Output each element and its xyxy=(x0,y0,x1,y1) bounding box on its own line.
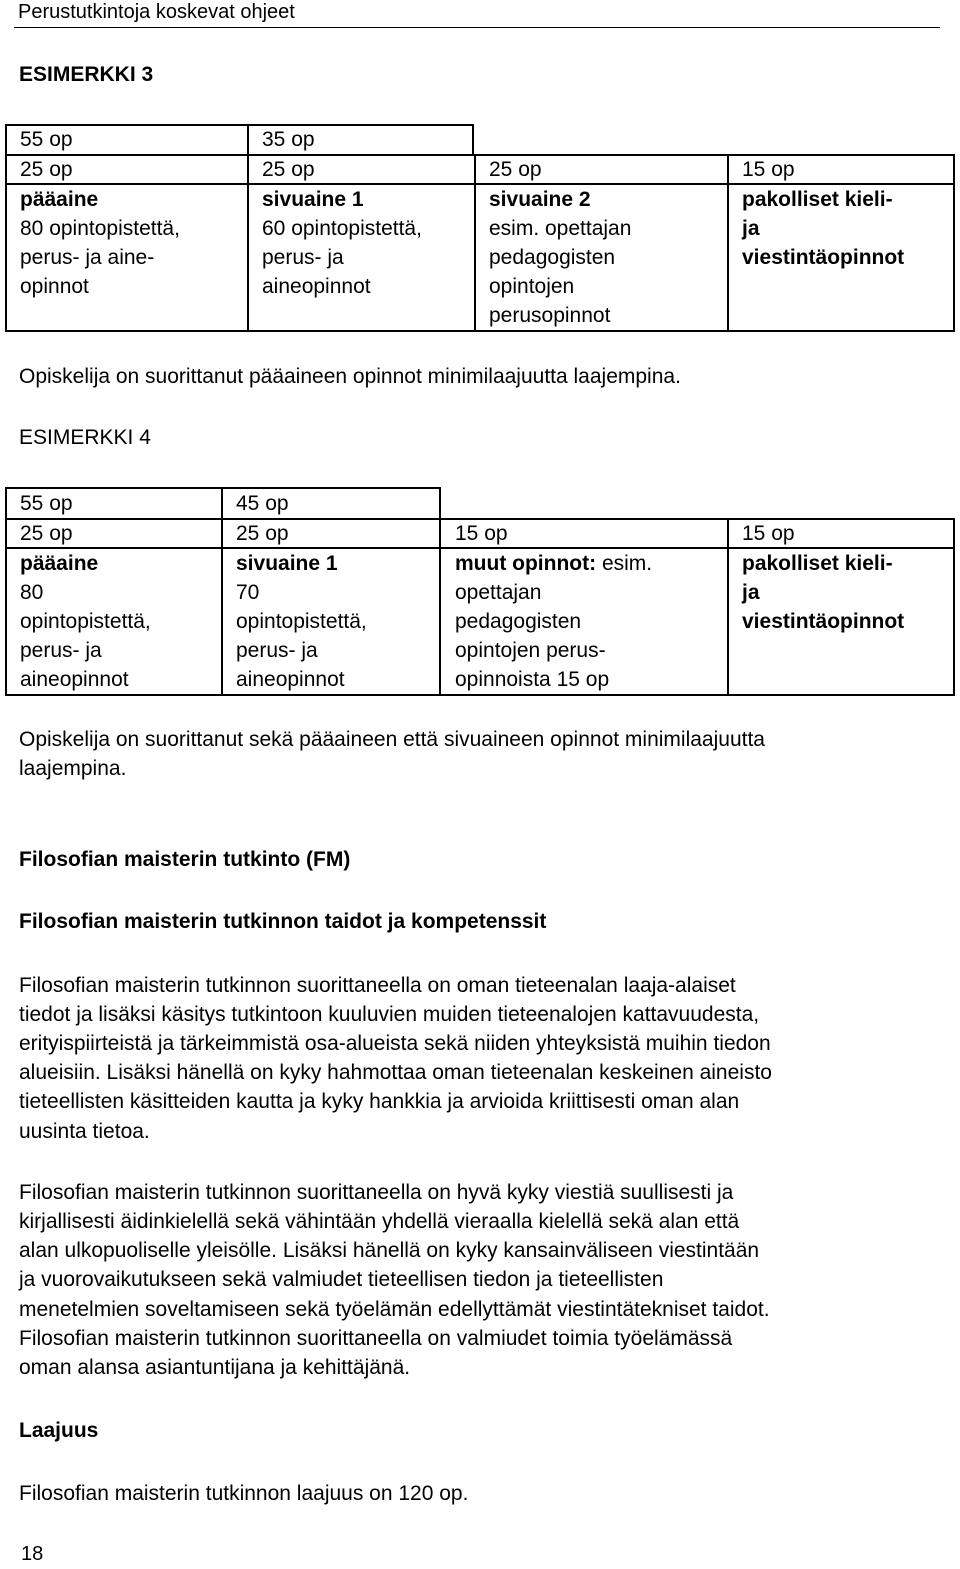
column-title: sivuaine 2 xyxy=(489,188,591,211)
paragraph-line: kirjallisesti äidinkielellä sekä vähintään yhdellä vieraalla kielellä sekä alan että xyxy=(19,1210,740,1233)
running-header: Perustutkintoja koskevat ohjeet xyxy=(18,1,295,23)
credit-value: 15 op xyxy=(742,158,795,181)
cell-line: aineopinnot xyxy=(236,668,345,691)
paragraph-line: ja vuorovaikutukseen sekä valmiudet tieteellisen tiedon ja tieteellisten xyxy=(19,1268,664,1291)
column-title: sivuaine 1 xyxy=(262,188,364,211)
credit-value: 25 op xyxy=(20,522,73,545)
column-title: pääaine xyxy=(20,188,99,211)
cell-line: opintojen xyxy=(489,275,575,298)
cell-line: pedagogisten xyxy=(489,246,616,269)
cell-line: aineopinnot xyxy=(20,668,129,691)
credit-value: 15 op xyxy=(455,522,508,545)
paragraph-line: oman alansa asiantuntijana ja kehittäjänä. xyxy=(19,1356,411,1379)
example4-note-line: laajempina. xyxy=(19,757,127,780)
page-number: 18 xyxy=(21,1543,44,1565)
cell-line: perus- ja aine- xyxy=(20,246,155,269)
column-title: pakolliset kieli- xyxy=(742,552,893,575)
credit-value: 25 op xyxy=(262,158,315,181)
cell-line: 80 xyxy=(20,581,44,604)
example4-heading: ESIMERKKI 4 xyxy=(19,426,151,449)
cell-line: opintojen perus- xyxy=(455,639,606,662)
cell-line: 60 opintopistettä, xyxy=(262,217,422,240)
column-title: pakolliset kieli- xyxy=(742,188,893,211)
cell-line: opinnoista 15 op xyxy=(455,668,610,691)
cell-line: aineopinnot xyxy=(262,275,371,298)
cell-line: 70 xyxy=(236,581,260,604)
credit-total: 35 op xyxy=(262,128,315,151)
cell-line: pedagogisten xyxy=(455,610,582,633)
column-title: ja xyxy=(742,581,760,604)
column-title: ja xyxy=(742,217,760,240)
paragraph-line: alueisiin. Lisäksi hänellä on kyky hahmottaa oman tieteenalan keskeinen aineisto xyxy=(19,1061,772,1084)
paragraph-line: alan ulkopuoliselle yleisölle. Lisäksi hänellä on kyky kansainväliseen viestintään xyxy=(19,1239,760,1262)
paragraph-line: tiedot ja lisäksi käsitys tutkintoon kuuluvien muiden tieteenalojen kattavuudesta, xyxy=(19,1003,760,1026)
cell-line: opintopistettä, xyxy=(20,610,151,633)
column-title: muut opinnot: xyxy=(455,552,597,575)
credit-total: 55 op xyxy=(20,492,73,515)
section-title: Filosofian maisterin tutkinto (FM) xyxy=(19,848,351,871)
credit-total: 55 op xyxy=(20,128,73,151)
example3-heading: ESIMERKKI 3 xyxy=(19,63,154,86)
header-divider xyxy=(14,27,940,28)
paragraph-line: erityispiirteistä ja tärkeimmistä osa-alueista sekä niiden yhteyksistä muihin tiedon xyxy=(19,1032,771,1055)
column-title: viestintäopinnot xyxy=(742,246,905,269)
column-title: viestintäopinnot xyxy=(742,610,905,633)
paragraph-line: menetelmien soveltamiseen sekä työelämän edellyttämät viestintätekniset taidot. xyxy=(19,1298,770,1321)
column-title: pääaine xyxy=(20,552,99,575)
example4-note-line: Opiskelija on suorittanut sekä pääaineen että sivuaineen opinnot minimilaajuutta xyxy=(19,728,765,751)
credit-value: 25 op xyxy=(489,158,542,181)
column-title: sivuaine 1 xyxy=(236,552,338,575)
column-title-rest: esim. xyxy=(596,552,653,575)
column-title-line xyxy=(455,549,652,578)
scope-title: Laajuus xyxy=(19,1419,99,1442)
section-subtitle: Filosofian maisterin tutkinnon taidot ja kompetenssit xyxy=(19,910,547,933)
cell-line: opintopistettä, xyxy=(236,610,367,633)
cell-line: perus- ja xyxy=(20,639,102,662)
paragraph-line: Filosofian maisterin tutkinnon suorittaneella on oman tieteenalan laaja-alaiset xyxy=(19,974,736,997)
cell-line: perusopinnot xyxy=(489,304,611,327)
paragraph-line: uusinta tietoa. xyxy=(19,1120,150,1143)
paragraph-line: Filosofian maisterin tutkinnon suorittaneella on valmiudet toimia työelämässä xyxy=(19,1327,733,1350)
cell-line: opettajan xyxy=(455,581,542,604)
scope-text: Filosofian maisterin tutkinnon laajuus on 120 op. xyxy=(19,1482,469,1505)
paragraph-line: Filosofian maisterin tutkinnon suorittaneella on hyvä kyky viestiä suullisesti ja xyxy=(19,1181,734,1204)
credit-value: 25 op xyxy=(20,158,73,181)
cell-line: esim. opettajan xyxy=(489,217,632,240)
example3-note: Opiskelija on suorittanut pääaineen opinnot minimilaajuutta laajempina. xyxy=(19,365,681,388)
cell-line: 80 opintopistettä, xyxy=(20,217,180,240)
cell-line: perus- ja xyxy=(262,246,344,269)
credit-value: 15 op xyxy=(742,522,795,545)
cell-line: perus- ja xyxy=(236,639,318,662)
paragraph-line: tieteellisten käsitteiden kautta ja kyky hankkia ja arvioida kriittisesti oman alan xyxy=(19,1090,740,1113)
credit-total: 45 op xyxy=(236,492,289,515)
cell-line: opinnot xyxy=(20,275,89,298)
credit-value: 25 op xyxy=(236,522,289,545)
